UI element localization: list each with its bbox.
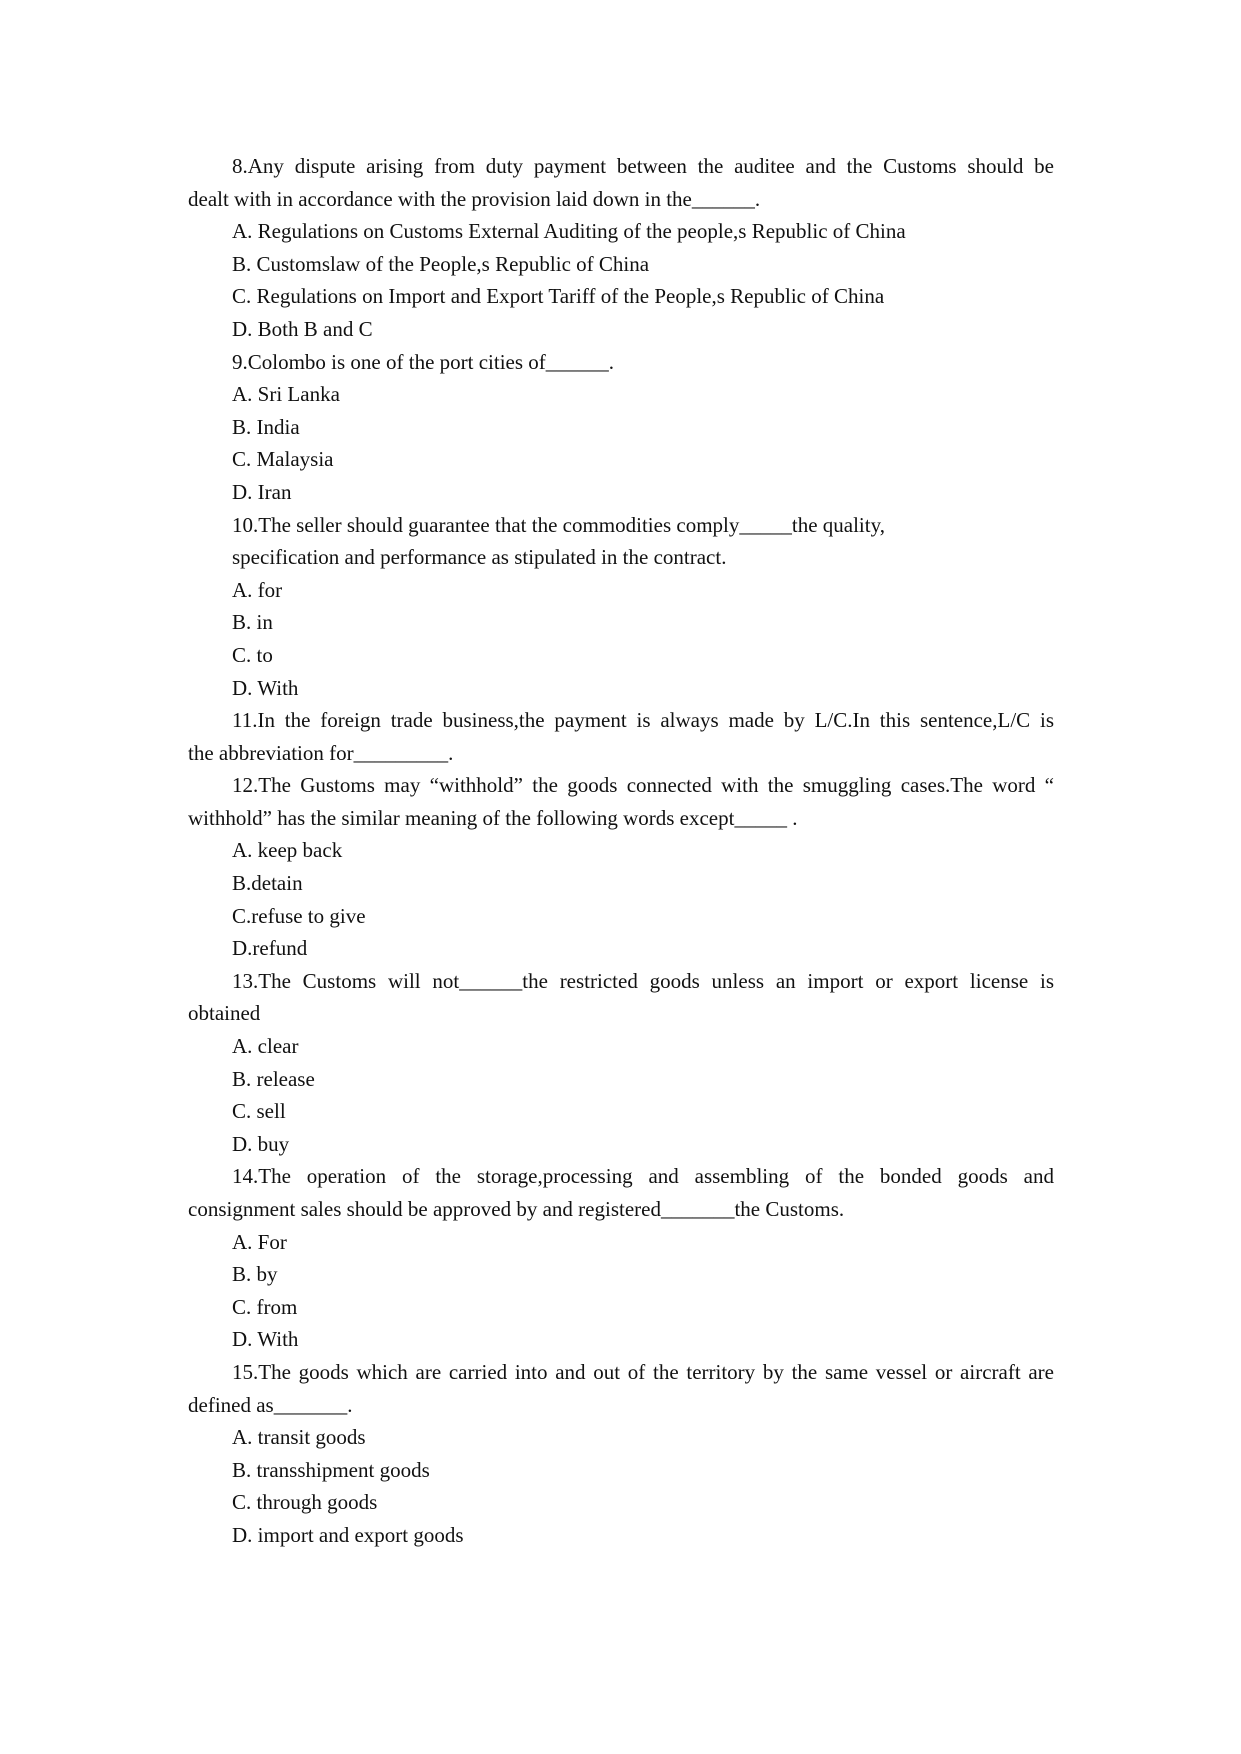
question-8-option-b: B. Customslaw of the People,s Republic of China [232,251,650,276]
question-9-option-d: D. Iran [232,479,292,504]
question-9-stem: 9.Colombo is one of the port cities of______. [232,349,615,374]
question-8-option-d: D. Both B and C [232,316,373,341]
question-13-option-c: C. sell [232,1099,286,1124]
question-13-option-b: B. release [232,1066,315,1091]
question-11 [188,704,1054,769]
question-14-option-b: B. by [232,1262,278,1287]
question-15 [188,1356,1054,1552]
question-15-option-d: D. import and export goods [232,1522,464,1547]
question-9-option-b: B. India [232,414,300,439]
question-10-stem-line2: specification and performance as stipulated in the contract. [232,545,727,570]
question-12-option-d: D.refund [232,936,308,961]
question-13-stem-line1: 13.The Customs will not______the restricted goods unless an import or export license is [232,968,1054,993]
question-8-option-c: C. Regulations on Import and Export Tariff of the People,s Republic of China [232,284,885,309]
question-9-option-a: A. Sri Lanka [232,382,340,407]
question-10 [188,509,1054,705]
question-8-stem-line2: dealt with in accordance with the provision laid down in the______. [188,186,761,211]
question-8-option-a: A. Regulations on Customs External Auditing of the people,s Republic of China [232,219,906,244]
question-10-stem-line1: 10.The seller should guarantee that the commodities comply_____the quality, [232,512,885,537]
question-12-option-c: C.refuse to give [232,903,366,928]
question-9 [188,346,1054,509]
question-10-option-d: D. With [232,675,299,700]
question-11-stem-line2: the abbreviation for_________. [188,740,454,765]
question-13-option-d: D. buy [232,1131,290,1156]
question-14 [188,1160,1054,1356]
question-10-option-a: A. for [232,577,283,602]
question-10-option-b: B. in [232,610,273,635]
question-12-stem-line2: withhold” has the similar meaning of the following words except_____ . [188,805,798,830]
question-9-option-c: C. Malaysia [232,447,334,472]
question-8 [188,150,1054,346]
question-13-stem-line2: obtained [188,1001,261,1026]
question-15-stem-line2: defined as_______. [188,1392,353,1417]
question-14-option-d: D. With [232,1327,299,1352]
question-15-stem-line1: 15.The goods which are carried into and out of the territory by the same vessel or aircraft are [232,1359,1054,1384]
question-12 [188,769,1054,965]
document-page [188,150,1054,1552]
question-14-option-c: C. from [232,1294,298,1319]
question-12-option-b: B.detain [232,871,303,896]
question-10-option-c: C. to [232,642,273,667]
question-8-stem-line1: 8.Any dispute arising from duty payment between the auditee and the Customs should be [232,154,1054,178]
question-14-option-a: A. For [232,1229,287,1254]
question-12-stem-line1: 12.The Gustoms may “withhold” the goods connected with the smuggling cases.The word “ [232,773,1054,798]
question-14-stem-line1: 14.The operation of the storage,processing and assembling of the bonded goods and [232,1164,1054,1189]
question-11-stem-line1: 11.In the foreign trade business,the payment is always made by L/C.In this sentence,L/C is [232,708,1054,733]
question-15-option-a: A. transit goods [232,1425,366,1450]
question-15-option-c: C. through goods [232,1490,378,1515]
question-14-stem-line2: consignment sales should be approved by and registered_______the Customs. [188,1197,845,1221]
question-12-option-a: A. keep back [232,838,343,863]
question-15-option-b: B. transshipment goods [232,1457,430,1482]
question-13 [188,965,1054,1161]
question-13-option-a: A. clear [232,1034,299,1059]
